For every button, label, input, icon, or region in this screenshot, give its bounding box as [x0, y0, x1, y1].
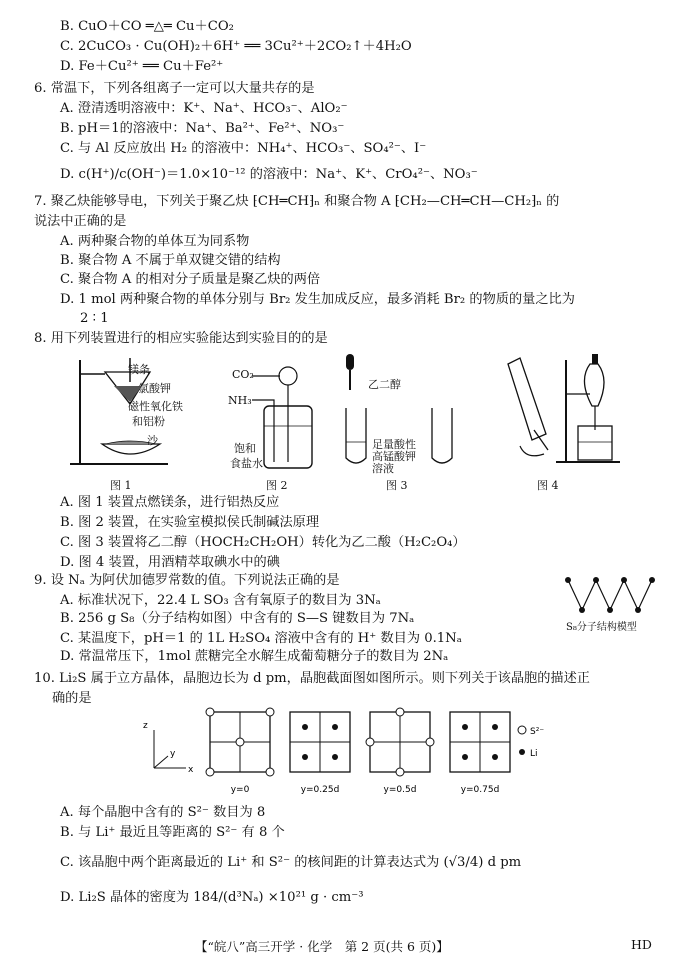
q9-option-d: D. 常温常压下，1mol 蔗糖完全水解生成葡萄糖分子的数目为 2Nₐ [60, 649, 449, 664]
fig1-label-iron-oxide: 磁性氧化铁 [128, 400, 183, 413]
fig3-label-solution: 溶液 [372, 462, 394, 475]
q8-option-d: D. 图 4 装置，用酒精萃取碘水中的碘 [60, 555, 280, 570]
q6-option-d: D. c(H⁺)/c(OH⁻)＝1.0×10⁻¹² 的溶液中：Na⁺、K⁺、CrO₄²⁻、NO₃⁻ [60, 167, 478, 182]
q10-option-a: A. 每个晶胞中含有的 S²⁻ 数目为 8 [60, 805, 266, 820]
panel-caption-y025: y=0.25d [300, 785, 340, 795]
fig2-label-nh3: NH₃ [228, 394, 252, 407]
q6-option-c: C. 与 Al 反应放出 H₂ 的溶液中：NH₄⁺、HCO₃⁻、SO₄²⁻、I⁻ [60, 141, 427, 156]
panel-y025 [290, 712, 350, 772]
panel-caption-y0: y=0 [230, 785, 250, 795]
fig1-label-sand: 沙 [147, 434, 158, 447]
q9-option-b: B. 256 g S₈（分子结构如图）中含有的 S—S 键数目为 7Nₐ [60, 611, 415, 626]
q8-option-c: C. 图 3 装置将乙二醇（HOCH₂CH₂OH）转化为乙二酸（H₂C₂O₄） [60, 535, 466, 550]
q6-option-b: B. pH＝1的溶液中：Na⁺、Ba²⁺、Fe²⁺、NO₃⁻ [60, 121, 345, 136]
fig2-caption: 图 2 [266, 479, 288, 492]
s8-model-caption: S₈分子结构模型 [566, 622, 637, 633]
fig1-caption: 图 1 [110, 479, 132, 492]
fig3-label-excess-acidic: 足量酸性 [372, 438, 416, 451]
q10-option-d: D. Li₂S 晶体的密度为 184/(d³Nₐ) ×10²¹ g · cm⁻³ [60, 890, 364, 905]
legend-lithium-label: Li [530, 749, 538, 759]
fig3-label-kmno4: 高锰酸钾 [372, 450, 416, 463]
q9-option-a: A. 标准状况下，22.4 L SO₃ 含有氧原子的数目为 3Nₐ [60, 593, 381, 608]
page-footer-title: 【“皖八”高三开学 · 化学 第 2 页(共 6 页)】 [195, 939, 449, 954]
fig1-label-aluminum-powder: 和铝粉 [132, 415, 165, 428]
axis-x-label: x [188, 765, 194, 775]
panel-y075 [450, 712, 510, 772]
axis-y-label: y [170, 749, 176, 759]
axis-z-label: z [143, 721, 148, 731]
q7-stem-continued: 说法中正确的是 [34, 214, 127, 229]
q5-option-d: D. Fe＋Cu²⁺ ══ Cu＋Fe²⁺ [60, 59, 224, 74]
q6-option-a: A. 澄清透明溶液中：K⁺、Na⁺、HCO₃⁻、AlO₂⁻ [60, 101, 348, 116]
q7-option-a: A. 两种聚合物的单体互为同系物 [60, 234, 250, 249]
panel-y0 [206, 708, 274, 776]
fig3-caption: 图 3 [386, 479, 408, 492]
q8-option-b: B. 图 2 装置，在实验室模拟侯氏制碱法原理 [60, 515, 320, 530]
q6-stem: 6. 常温下，下列各组离子一定可以大量共存的是 [34, 81, 315, 96]
page-footer-code: HD [631, 937, 652, 952]
q7-option-d-continued: 2 ∶ 1 [80, 311, 109, 326]
panel-y05 [366, 708, 434, 776]
panel-caption-y05: y=0.5d [383, 785, 417, 795]
q7-option-d: D. 1 mol 两种聚合物的单体分别与 Br₂ 发生加成反应，最多消耗 Br₂ 的物质的量之比为 [60, 292, 575, 307]
fig1-label-potassium-chlorate: 氯酸钾 [138, 382, 171, 395]
legend-lithium-marker [519, 749, 525, 755]
q7-option-c: C. 聚合物 A 的相对分子质量是聚乙炔的两倍 [60, 272, 321, 287]
q10-option-b: B. 与 Li⁺ 最近且等距离的 S²⁻ 有 8 个 [60, 825, 285, 840]
fig2-label-brine: 食盐水 [230, 457, 263, 470]
panel-caption-y075: y=0.75d [460, 785, 500, 795]
li2s-cross-sections [140, 706, 560, 802]
q7-option-b: B. 聚合物 A 不属于单双键交错的结构 [60, 253, 281, 268]
q9-option-c: C. 某温度下，pH＝1 的 1L H₂SO₄ 溶液中含有的 H⁺ 数目为 0.1Nₐ [60, 631, 462, 646]
fig2-label-co2: CO₂ [232, 368, 254, 381]
q5-option-c: C. 2CuCO₃ · Cu(OH)₂＋6H⁺ ══ 3Cu²⁺＋2CO₂↑＋4H₂O [60, 39, 412, 54]
fig2-label-saturated: 饱和 [234, 442, 256, 455]
q9-stem: 9. 设 Nₐ 为阿伏加德罗常数的值。下列说法正确的是 [34, 573, 340, 588]
q10-stem: 10. Li₂S 属于立方晶体，晶胞边长为 d pm，晶胞截面图如图所示。则下列关于该晶胞的描述正 [34, 671, 590, 686]
q8-stem: 8. 用下列装置进行的相应实验能达到实验目的的是 [34, 331, 328, 346]
q10-option-c: C. 该晶胞中两个距离最近的 Li⁺ 和 S²⁻ 的核间距的计算表达式为 (√3/4) d pm [60, 855, 522, 870]
q8-option-a: A. 图 1 装置点燃镁条，进行铝热反应 [60, 495, 280, 510]
fig4-separatory-funnel [486, 350, 626, 474]
q7-stem: 7. 聚乙炔能够导电，下列关于聚乙炔 ⁅CH═CH⁆ₙ 和聚合物 A ⁅CH₂—CH═CH—CH₂⁆ₙ 的 [34, 194, 560, 209]
legend-sulfide-marker [518, 726, 526, 734]
fig1-label-magnesium-strip: 镁条 [128, 363, 150, 376]
q10-stem-continued: 确的是 [52, 691, 92, 706]
q5-option-b: B. CuO＋CO ═△═ Cu＋CO₂ [60, 19, 234, 34]
legend-sulfide-label: S²⁻ [530, 727, 545, 737]
fig3-label-ethylene-glycol: 乙二醇 [368, 378, 401, 391]
fig4-caption: 图 4 [537, 479, 559, 492]
